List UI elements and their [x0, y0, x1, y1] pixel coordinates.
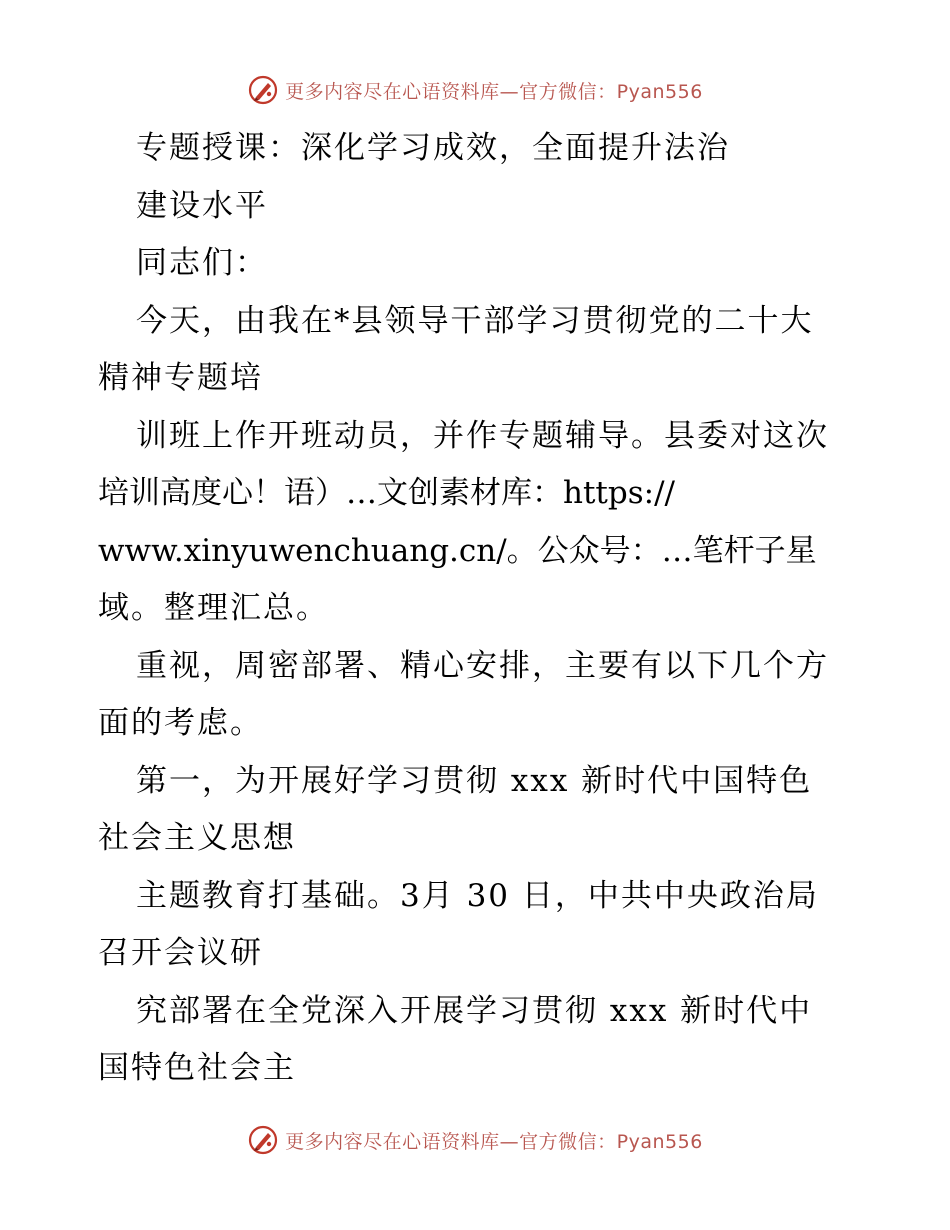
- title-line-1: 专题授课：深化学习成效，全面提升法治: [136, 130, 730, 166]
- header-watermark-text: 更多内容尽在心语资料库—官方微信：Pyan556: [285, 80, 703, 103]
- pen-logo-icon: [247, 74, 279, 106]
- paragraph-line: 国特色社会主: [98, 1050, 296, 1086]
- paragraph-line: www.xinyuwenchuang.cn/。公众号：…笔杆子星: [98, 532, 817, 569]
- header-watermark-banner: [0, 70, 950, 110]
- paragraph-line: 主题教育打基础。3月 30 日，中共中央政治局: [136, 877, 819, 914]
- paragraph-line: 第一，为开展好学习贯彻 xxx 新时代中国特色: [136, 762, 813, 799]
- pen-logo-icon: [247, 1124, 279, 1156]
- title-line-2: 建设水平: [136, 187, 268, 224]
- paragraph-line: 精神专题培: [98, 360, 263, 396]
- salutation: 同志们：: [136, 245, 268, 281]
- paragraph-line: 训班上作开班动员，并作专题辅导。县委对这次: [136, 417, 829, 454]
- document-body: [98, 120, 878, 1098]
- paragraph-line: 召开会议研: [98, 935, 263, 971]
- paragraph-line: 重视，周密部署、精心安排，主要有以下几个方: [136, 647, 829, 684]
- paragraph-line: 社会主义思想: [98, 820, 296, 856]
- paragraph-line: 培训高度心！语）…文创素材库：https://: [98, 475, 675, 511]
- paragraph-line: 域。整理汇总。: [98, 590, 329, 626]
- footer-watermark-text: 更多内容尽在心语资料库—官方微信：Pyan556: [285, 1130, 703, 1153]
- paragraph-line: 面的考虑。: [98, 705, 263, 741]
- footer-watermark-banner: [0, 1120, 950, 1160]
- paragraph-line: 今天，由我在*县领导干部学习贯彻党的二十大: [136, 302, 814, 339]
- paragraph-line: 究部署在全党深入开展学习贯彻 xxx 新时代中: [136, 992, 813, 1029]
